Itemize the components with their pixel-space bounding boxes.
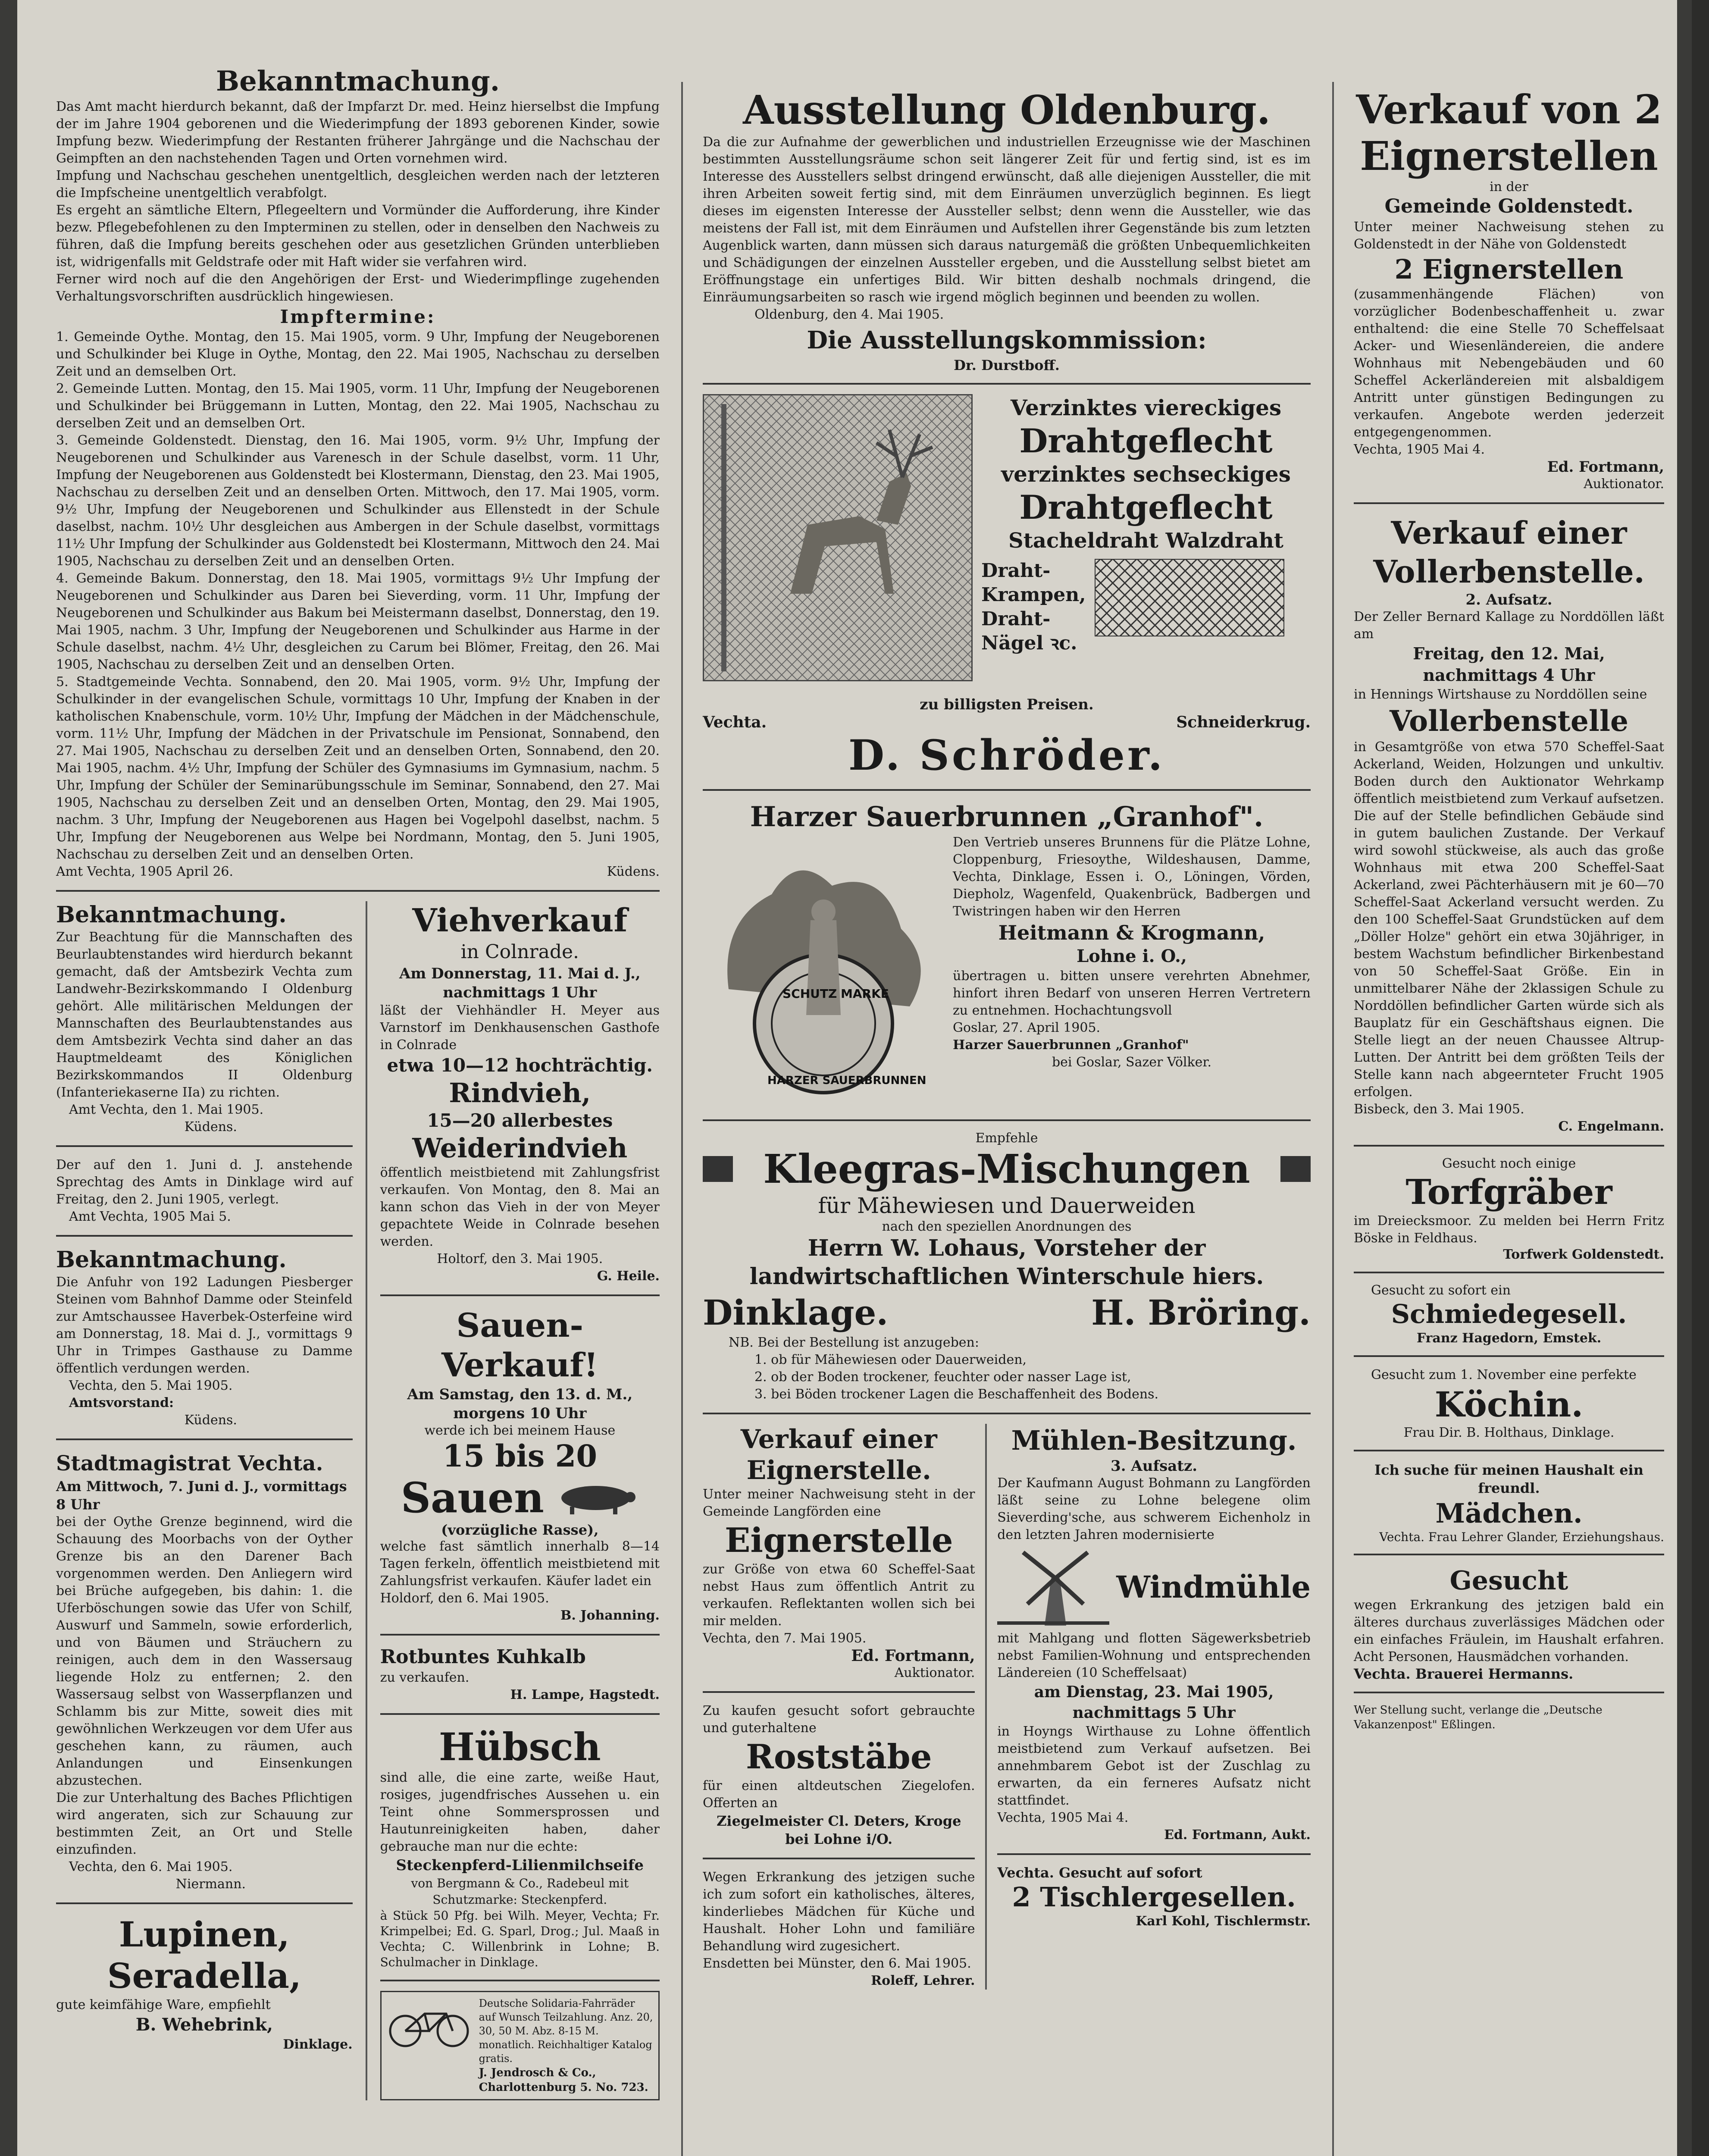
divider	[56, 1902, 353, 1904]
text: bei der Oythe Grenze beginnend, wird die Schauung des Moorbachs von der Oyther Grenze bis an den Darener Bach vorgenommen werden. Den Anliegern wird bei Brüche aufgegeben, bis dahin: 1. die Uferböschungen sowie das Ufer von Schilf, Auswurf und Sammeln, sowie erforderlich, und von Bäumen und Sträuchern zu reinigen, auch dem in den Wassersaug liegende Holz zu entfernen; 2. den Wassersaug selbst von Wasserpflanzen und Schlamm bis zur Mitte, soweit dies mit gewöhnlichen Werkzeugen vor dem Ufer aus geschehen kann, zu räumen, auch Anlandungen und Einsenkungen abzustechen.	[56, 1514, 353, 1788]
column-2	[703, 86, 1311, 1990]
signature: Roleff, Lehrer.	[871, 1973, 975, 1988]
eignerstellen-title: Verkauf von 2 Eignerstellen	[1356, 86, 1662, 179]
vollerbe-title: Verkauf einer Vollerbenstelle.	[1373, 514, 1645, 590]
big-text: Schmiedegesell.	[1391, 1299, 1627, 1329]
signature: Torfwerk Goldenstedt.	[1503, 1247, 1664, 1262]
signature: Ed. Fortmann, Aukt.	[1164, 1827, 1311, 1843]
big-text: Rindvieh,	[449, 1077, 591, 1109]
seal-text: SCHUTZ	[783, 987, 837, 1001]
date: Bisbeck, den 3. Mai 1905.	[1354, 1102, 1524, 1117]
text: sind alle, die eine zarte, weiße Haut, rosiges, jugendfrisches Aussehen u. ein Teint ohne Sommersprossen und Hautunreinigkeiten haben, daher gebrauche man nur die echte:	[380, 1770, 660, 1854]
when: Am Mittwoch, 7. Juni d. J., vormittags 8 Uhr	[56, 1478, 347, 1513]
signature: Franz Hagedorn, Emstek.	[1416, 1331, 1602, 1346]
kleegras-title: Kleegras-Mischungen	[763, 1146, 1250, 1192]
text: übertragen u. bitten unsere verehrten Abnehmer, hinfort ihren Bedarf von unseren Herren Vertretern zu entnehmen. Hochachtungsvoll	[953, 968, 1311, 1018]
text: werde ich bei meinem Hause	[424, 1423, 616, 1438]
bekanntmachung-title: Bekanntmachung.	[56, 902, 287, 928]
big-text: 15 bis 20	[442, 1438, 598, 1474]
big-text: Torfgräber	[1405, 1172, 1612, 1212]
text: Der Zeller Bernard Kallage zu Norddöllen läßt am	[1354, 609, 1664, 642]
signature: J. Jendrosch & Co., Charlottenburg 5. No. 723.	[479, 2066, 648, 2094]
gesucht-title: Gesucht	[1449, 1566, 1568, 1596]
black-bar	[1280, 1156, 1311, 1182]
divider	[56, 1145, 353, 1147]
signature: B. Wehebrink,	[135, 2015, 273, 2035]
subcolumn-right	[380, 901, 660, 2100]
divider	[56, 890, 660, 892]
commission-title: Die Ausstellungskommission:	[807, 326, 1207, 354]
text: mit Mahlgang und flotten Sägewerksbetrieb nebst Familien-Wohnung und entsprechenden Ländereien (10 Scheffelsaat)	[997, 1631, 1311, 1680]
sauerbrunnen-title: Harzer Sauerbrunnen „Granhof".	[750, 801, 1264, 833]
firm: Heitmann & Krogmann,	[998, 921, 1265, 944]
eignerstelle-title: Verkauf einer Eignerstelle.	[740, 1424, 937, 1485]
deer-fence-image	[704, 395, 971, 680]
divider	[1354, 1145, 1664, 1147]
fahrrad-ad	[380, 1991, 660, 2100]
divider	[1354, 1450, 1664, 1451]
text: Den Vertrieb unseres Brunnens für die Plätze Lohne, Cloppenburg, Friesoythe, Wildeshausen, Damme, Vechta, Dinklage, Essen i. O., Löningen, Vörden, Diepholz, Wagenfeld, Quakenbrück, Badbergen und Twistringen haben wir den Herren	[953, 835, 1311, 919]
huebsch-title: Hübsch	[438, 1724, 601, 1769]
column-1	[56, 65, 660, 2100]
stellung-text: Wer Stellung sucht, verlange die „Deutsche Vakanzenpost" Eßlingen.	[1354, 1704, 1603, 1731]
draht-line: Krampen,	[981, 584, 1086, 606]
divider	[703, 383, 1311, 385]
date: Vechta, den 5. Mai 1905.	[69, 1378, 233, 1393]
text: im Dreiecksmoor. Zu melden bei Herrn Fritz Böske in Feldhaus.	[1354, 1213, 1664, 1246]
divider	[997, 1853, 1311, 1855]
windmill-icon	[997, 1544, 1109, 1630]
text: in Gesamtgröße von etwa 570 Scheffel-Saat Ackerland, Weiden, Holzungen und unkultiv. Boden durch den Auktionator Wehrkamp öffentlich meistbietend zum Verkauf aufsetzen. Die auf der Stelle befindlichen Gebäude sind in gutem baulichen Zustande. Der Verkauf wird sowohl stückweise, als auch das große Wohnhaus mit etwa 200 Scheffel-Saat Ackerland, zwei Pächterhäusern mit je 60—70 Scheffel-Saat Ackerland versucht werden. Zu den 100 Scheffel-Saat Grundstücken auf dem „Döller Holze" gehört ein etwa 30jähriger, in bestem Wachstum befindlicher Birkenbestand von 50 Scheffel-Saat Größe. Ein in unmittelbarer Nähe der 2klassigen Schule zu Norddöllen befindlicher Garten würde sich als Bauplatz für ein Geschäftshaus eignen. Die Stelle liegt an der neuen Chaussee Altrup-Lutten. Der Antritt bei dem größten Teils der Stelle kann nach abgeernteter Frucht 1905 erfolgen.	[1354, 740, 1664, 1100]
ausstellung-title: Ausstellung Oldenburg.	[743, 87, 1271, 133]
gemeinde: Gemeinde Goldenstedt.	[1384, 195, 1634, 217]
firm-place: Lohne i. O.,	[1077, 946, 1187, 966]
pre: Vechta. Gesucht auf sofort	[997, 1865, 1202, 1881]
text: in Hennings Wirtshause zu Norddöllen seine	[1354, 687, 1647, 702]
signature: Auktionator.	[894, 1665, 975, 1680]
roststaebe-title: Roststäbe	[746, 1737, 932, 1777]
pre: Gesucht zu sofort ein	[1371, 1283, 1511, 1298]
column-rule	[1332, 82, 1334, 2156]
date: Amt Vechta, 1905 Mai 5.	[69, 1209, 231, 1224]
sub: Herrn W. Lohaus, Vorsteher der landwirtschaftlichen Winterschule hiers.	[749, 1235, 1264, 1290]
big-text: 2 Tischlergesellen.	[1012, 1881, 1296, 1913]
text: wegen Erkrankung des jetzigen bald ein älteres durchaus zuverlässiges Mädchen oder ein einfaches Fräulein, im Haushalt erfahren. Acht Personen, Hausmädchen vorhanden.	[1354, 1598, 1664, 1664]
sauen-title: Sauen	[401, 1473, 544, 1522]
bekanntmachung-title: Bekanntmachung.	[56, 1247, 287, 1273]
text: 5. Stadtgemeinde Vechta. Sonnabend, den 20. Mai 1905, vorm. 9½ Uhr, Impfung der Schulkinder in der evangelischen Schule, vormittags 10 Uhr, Impfung der Knaben in der katholischen Knabenschule, vorm. 10½ Uhr, Impfung der Mädchen in der Mädchenschule, vorm. 11½ Uhr, Impfung der Mädchen in der Privatschule im Pensionat, Sonnabend, den 27. Mai 1905, Nachschau zu derselben Zeit und an denselben Orten, Sonnabend, den 20. Mai 1905, nachm. 4½ Uhr, Impfung der Schüler des Gymnasiums im Gymnasium, nachm. 5 Uhr, Impfung der Schüler der Seminarübungsschule im Seminar, Sonnabend, den 27. Mai 1905, Nachschau zu derselben Zeit und an denselben Orten, Montag, den 29. Mai 1905, nachm. 3 Uhr, Impfung der Neugeborenen aus Hagen bei Vogelpohl daselbst, nachm. 5 Uhr, Impfung der Neugeborenen aus Welpe bei Nordmann, Montag, den 5. Juni 1905, Nachschau zu derselben Zeit und an denselben Orten.	[56, 674, 660, 862]
text: 4. Gemeinde Bakum. Donnerstag, den 18. Mai 1905, vormittags 9½ Uhr Impfung der Neugeborenen und Schulkinder aus Daren bei Sieverding, vorm. 11 Uhr, Impfung der Neugeborenen und Schulkinder aus Bakum bei Meistermann daselbst, Donnerstag, den 19. Mai 1905, nachm. 3 Uhr, Impfung der Neugeborenen und Schulkinder aus Harme in der Schule daselbst, nachm. 4½ Uhr, desgleichen zu Carum bei Blömer, Freitag, den 26. Mai 1905, Nachschau zu derselben Zeit und an denselben Orten.	[56, 571, 660, 672]
date: Vechta, den 6. Mai 1905.	[69, 1859, 233, 1874]
pig-icon	[553, 1481, 639, 1515]
seradella-title: Seradella,	[107, 1955, 301, 1996]
text: Unter meiner Nachweisung stehen zu Goldenstedt in der Nähe von Goldenstedt	[1354, 219, 1664, 252]
bekanntmachung-impf	[56, 65, 660, 881]
big-text: Vollerbenstelle	[1390, 704, 1628, 738]
prices: zu billigsten Preisen.	[920, 696, 1094, 713]
signature: bei Goslar, Sazer Völker.	[1052, 1055, 1212, 1070]
place: Dinklage.	[703, 1292, 889, 1333]
draht-line: Drahtgeflecht	[1019, 422, 1273, 460]
when: Am Samstag, den 13. d. M., morgens 10 Uhr	[407, 1386, 633, 1422]
seal-text: MARKE	[841, 987, 889, 1001]
place: Schneiderkrug.	[1176, 713, 1311, 731]
text: öffentlich meistbietend mit Zahlungsfrist verkaufen. Von Montag, den 8. Mai an kann schon das Vieh in der von Meyer gepachtete Weide in Colnrade besehen werden.	[380, 1165, 660, 1249]
date: Oldenburg, den 4. Mai 1905.	[754, 307, 944, 322]
quality: (vorzügliche Rasse),	[441, 1522, 599, 1538]
date: Ensdetten bei Münster, den 6. Mai 1905.	[703, 1956, 971, 1971]
text: Ich suche für meinen Haushalt ein freundl.	[1374, 1462, 1643, 1496]
divider	[380, 1294, 660, 1296]
text: welche fast sämtlich innerhalb 8—14 Tagen ferkeln, öffentlich meistbietend mit Zahlungsfrist verkaufen. Käufer ladet ein	[380, 1539, 660, 1589]
signature: Harzer Sauerbrunnen „Granhof"	[953, 1037, 1189, 1053]
divider	[1354, 502, 1664, 504]
pre: Gesucht noch einige	[1442, 1156, 1576, 1171]
signature: Karl Kohl, Tischlermstr.	[1136, 1914, 1311, 1929]
text: 1. Gemeinde Oythe. Montag, den 15. Mai 1905, vorm. 9 Uhr, Impfung der Neugeborenen und Schulkinder bei Kluge in Oythe, Montag, den 22. Mai 1905, Nachschau zu derselben Zeit und an demselben Ort.	[56, 329, 660, 379]
column-rule	[681, 82, 683, 2156]
date: Vechta, 1905 Mai 4.	[1354, 442, 1485, 457]
trademark-image	[703, 834, 944, 1110]
signature: H. Lampe, Hagstedt.	[510, 1687, 660, 1702]
text: für einen altdeutschen Ziegelofen. Offerten an	[703, 1778, 975, 1811]
text: 2. Gemeinde Lutten. Montag, den 15. Mai 1905, vorm. 11 Uhr, Impfung der Neugeborenen und Schulkinder bei Brüggemann in Lutten, Montag, den 22. Mai 1905, Nachschau zu derselben Zeit und an demselben Ort.	[56, 381, 660, 431]
signature: Küdens.	[184, 1119, 237, 1134]
windmill-title: Windmühle	[1116, 1569, 1311, 1605]
text: Ferner wird noch auf die den Angehörigen der Erst- und Wiederimpflinge zugehenden Verhaltungsvorschriften ausdrücklich hingewiesen.	[56, 272, 660, 304]
place: in Colnrade.	[460, 941, 579, 963]
maker: von Bergmann & Co., Radebeul mit Schutzmarke: Steckenpferd.	[411, 1876, 629, 1907]
date: Amt Vechta, 1905 April 26.	[56, 864, 234, 879]
question: 2. ob der Boden trockener, feuchter oder nasser Lage ist,	[754, 1369, 1131, 1385]
signature: G. Heile.	[597, 1269, 660, 1284]
signature: Küdens.	[607, 864, 660, 879]
question: 1. ob für Mähewiesen oder Dauerweiden,	[754, 1352, 1027, 1367]
text: zur Größe von etwa 60 Scheffel-Saat nebst Haus zum öffentlich Antrit zu verkaufen. Reflektanten wollen sich bei mir melden.	[703, 1562, 975, 1629]
date: Holtorf, den 3. Mai 1905.	[437, 1251, 603, 1266]
big-text: 15—20 allerbestes	[427, 1110, 613, 1131]
place: Dinklage.	[283, 2037, 353, 2052]
text: gute keimfähige Ware, empfiehlt	[56, 1997, 271, 2012]
text: Die zur Unterhaltung des Baches Pflichtigen wird angeraten, sich zur Schauung zur bestimmten Zeit, an Ort und Stelle einzufinden.	[56, 1790, 353, 1857]
signature: Vechta. Frau Lehrer Glander, Erziehungshaus.	[1379, 1530, 1664, 1544]
column-3	[1354, 86, 1664, 1732]
date: Goslar, 27. April 1905.	[953, 1020, 1101, 1035]
text: Der auf den 1. Juni d. J. anstehende Sprechtag des Amts in Dinklage wird auf Freitag, den 2. Juni 1905, verlegt.	[56, 1157, 353, 1207]
sauerbrunnen-illustration	[703, 834, 944, 1110]
subcolumn-right	[997, 1424, 1311, 1990]
date: Vechta, den 7. Mai 1905.	[703, 1631, 867, 1646]
subcolumn-left	[703, 1424, 975, 1990]
signature: H. Bröring.	[1091, 1292, 1311, 1333]
sellers: à Stück 50 Pfg. bei Wilh. Meyer, Vechta; Fr. Krimpelbei; Ed. G. Sparl, Drog.; Jul. Maaß in Vechta; C. Willenbrink in Lohne; B. Schulmacher in Dinklage.	[380, 1908, 660, 1969]
when: Am Donnerstag, 11. Mai d. J., nachmittags 1 Uhr	[399, 965, 641, 1001]
sub: nach den speziellen Anordnungen des	[882, 1219, 1132, 1234]
muehlen-title: Mühlen-Besitzung.	[1011, 1425, 1297, 1456]
divider	[1354, 1554, 1664, 1555]
lupinen-title: Lupinen,	[119, 1914, 290, 1955]
text: Die Anfuhr von 192 Ladungen Piesberger Steinen vom Bahnhof Damme oder Steinfeld zur Amtschaussee Haverbek-Osterfeine wird am Donnerstag, 18. Mai d. J., vormittags 9 Uhr in Trimpes Gasthause zu Damme öffentlich verdungen werden.	[56, 1275, 353, 1376]
deer-illustration	[703, 394, 973, 681]
subcolumn-left	[56, 901, 353, 2100]
draht-line: Stacheldraht Walzdraht	[1008, 529, 1283, 553]
seal-text: HARZER SAUERBRUNNEN	[767, 1074, 926, 1087]
big-text: etwa 10—12 hochträchtig.	[387, 1055, 653, 1076]
text: Deutsche Solidaria-Fahrräder auf Wunsch Teilzahlung. Anz. 20, 30, 50 M. Abz. 8-15 M. monatlich. Reichhaltiger Katalog gratis.	[479, 1997, 653, 2065]
black-bar	[703, 1156, 733, 1182]
big-text: Mädchen.	[1435, 1498, 1583, 1529]
divider	[380, 1980, 660, 1981]
place: Vechta.	[703, 713, 767, 731]
divider	[1354, 1355, 1664, 1357]
divider	[703, 1691, 975, 1693]
bicycle-icon	[386, 1996, 472, 2048]
newspaper-page	[17, 0, 1677, 2156]
text: Das Amt macht hierdurch bekannt, daß der Impfarzt Dr. med. Heinz hierselbst die Impfung der im Jahre 1904 geborenen und die Wiederimpfung der 1893 geborenen Kinder, sowie Impfung bezw. Wiederimpfung der Restanten früherer Jahrgänge und die Nachschau der Geimpften an den nachstehenden Tagen und Orten vornehmen wird.	[56, 99, 660, 166]
pre: Empfehle	[975, 1131, 1038, 1146]
big-text: Weiderindvieh	[412, 1132, 628, 1164]
schroeder-name: D. Schröder.	[848, 731, 1165, 780]
text: Unter meiner Nachweisung steht in der Gemeinde Langförden eine	[703, 1487, 975, 1519]
divider	[56, 1235, 353, 1237]
big-text: 2 Eignerstellen	[1394, 254, 1624, 285]
text: Zur Beachtung für die Mannschaften des Beurlaubtenstandes wird hierdurch bekannt gemacht, daß der Amtsbezirk Vechta zum Landwehr-Bezirkskommando I Oldenburg gehört. Alle militärischen Meldungen der Mannschaften des Beurlaubtenstandes aus dem Amtsbezirk Vechta sind daher an das Hauptmeldeamt des Königlichen Bezirkskommandos II Oldenburg (Infanteriekaserne IIa) zu richten.	[56, 930, 353, 1100]
signature: Niermann.	[175, 1877, 246, 1892]
when: am Dienstag, 23. Mai 1905, nachmittags 5 Uhr	[1034, 1683, 1274, 1722]
text: Da die zur Aufnahme der gewerblichen und industriellen Erzeugnisse wie der Maschinen bestimmten Ausstellungsräume schon seit längerer Zeit für und fertig sind, ist es im Interesse des Ausstellers selbst dringend erwünscht, daß alle diejenigen Aussteller, die mit ihren Arbeiten soweit fertig sind, mit dem Einräumen unverzüglich beginnen. Es liegt dieses im eigensten Interesse der Aussteller selbst; denn wenn die Aussteller, wie das meistens der Fall ist, mit dem Einräumen und Aufstellen ihrer Gegenstände bis zum letzten Augenblick warten, dann müssen sich daraus naturgemäß die größten Unbequemlichkeiten und Schädigungen der einzelnen Aussteller ergeben, und die Ausstellung selbst bietet am Eröffnungstage ein unfertiges Bild. Wir bitten deshalb nochmals dringend, die Einräumungsarbeiten so rasch wie irgend möglich beginnen und beenden zu wollen.	[703, 135, 1311, 305]
signature: Vechta. Brauerei Hermanns.	[1354, 1666, 1574, 1682]
divider	[380, 1713, 660, 1715]
stadtmagistrat-title: Stadtmagistrat Vechta.	[56, 1451, 323, 1476]
text: (zusammenhängende Flächen) von vorzüglicher Bodenbeschaffenheit u. zwar enthaltend: die eine Stelle 70 Scheffelsaat Acker- und Wiesenländereien, die andere Wohnhaus mit Nebengebäuden und 60 Scheffel Ackerländereien mit alsbaldigem Antritt unter günstigen Bedingungen zu verkaufen. Angebote werden jederzeit entgegengenommen.	[1354, 287, 1664, 440]
bekanntmachung-title: Bekanntmachung.	[216, 65, 500, 97]
signature: Amtsvorstand:	[69, 1395, 174, 1410]
column-rule	[366, 901, 367, 2100]
text: läßt der Viehhändler H. Meyer aus Varnstorf im Denkhausenschen Gasthofe in Colnrade	[380, 1003, 660, 1053]
text: Es ergeht an sämtliche Eltern, Pflegeeltern und Vormünder die Aufforderung, ihre Kinder bezw. Pflegebefohlenen zu den Impterminen zu stellen, oder in denselben den Nachweis zu führen, daß die Impfung bereits geschehen oder aus gesetzlichen Gründen unterblieben ist, widrigenfalls mit Geldstrafe oder mit Haft wider sie verfahren wird.	[56, 203, 660, 270]
draht-line: Nägel ꝛc.	[981, 632, 1077, 654]
pre: Gesucht zum 1. November eine perfekte	[1371, 1367, 1637, 1382]
product: Steckenpferd-Lilienmilchseife	[396, 1857, 644, 1874]
divider	[703, 1119, 1311, 1121]
text: in Hoyngs Wirthause zu Lohne öffentlich meistbietend zum Verkauf aufsetzen. Bei annehmbarem Gebot ist der Zuschlag zu erwarten, da ein ferneres Aufsatz nicht stattfindet.	[997, 1724, 1311, 1808]
scan-edge	[1692, 0, 1709, 2156]
draht-line: Verzinktes viereckiges	[1010, 395, 1282, 420]
divider	[1354, 1692, 1664, 1693]
in: in der	[1490, 179, 1528, 194]
text: 3. Gemeinde Goldenstedt. Dienstag, den 16. Mai 1905, vorm. 9½ Uhr, Impfung der Neugeborenen und Schulkinder aus Varenesch in der Schule daselbst, vorm. 11 Uhr, Impfung der Neugeborenen aus Goldenstedt bei Klostermann, Dienstag, den 23. Mai 1905, Nachschau zu derselben Zeit und an denselben Orten. Mittwoch, den 17. Mai 1905, vorm. 9½ Uhr, Impfung der Neugeborenen und Schulkinder aus Ellenstedt in der Schule daselbst, nachm. 10½ Uhr desgleichen aus Ambergen in der Schule daselbst, vormittags 11½ Uhr Impfung der Schulkinder aus Goldenstedt bei Klostermann, Mittwoch den 24. Mai 1905, Nachschau zu derselben Zeit und an denselben Orten.	[56, 433, 660, 569]
signature: Ed. Fortmann,	[1547, 458, 1664, 476]
divider	[1354, 1272, 1664, 1273]
date: Amt Vechta, den 1. Mai 1905.	[69, 1102, 264, 1117]
divider	[703, 1413, 1311, 1414]
date: Holdorf, den 6. Mai 1905.	[380, 1591, 549, 1606]
impftermine-title: Impftermine:	[280, 306, 436, 327]
divider	[703, 789, 1311, 791]
signature: C. Engelmann.	[1558, 1119, 1664, 1134]
text: zu verkaufen.	[380, 1670, 470, 1685]
nb: NB. Bei der Bestellung ist anzugeben:	[729, 1335, 979, 1350]
text: Impfung und Nachschau geschehen unentgeltlich, desgleichen werden nach der letzteren die Impfscheine unentgeltlich verabfolgt.	[56, 168, 660, 201]
text: Der Kaufmann August Bohmann zu Langförden läßt seine zu Lohne belegene olim Sieverding'sche, aus schwerem Eichenholz in den letzten Jahren modernisierte	[997, 1476, 1311, 1542]
divider	[703, 1858, 975, 1859]
text: Zu kaufen gesucht sofort gebrauchte und guterhaltene	[703, 1703, 975, 1736]
sub: 2. Aufsatz.	[1465, 591, 1552, 608]
draht-line: Drahtgeflecht	[1019, 488, 1273, 526]
kuhkalb-title: Rotbuntes Kuhkalb	[380, 1646, 586, 1668]
sub: 3. Aufsatz.	[1111, 1457, 1198, 1475]
signature: B. Johanning.	[560, 1608, 660, 1623]
big-text: Eignerstelle	[724, 1521, 953, 1560]
signature: Dr. Durstboff.	[954, 357, 1060, 373]
when: Freitag, den 12. Mai, nachmittags 4 Uhr	[1413, 644, 1605, 685]
date: Vechta, 1905 Mai 4.	[997, 1810, 1129, 1825]
draht-line: Draht-	[981, 560, 1051, 582]
draht-line: Draht-	[981, 608, 1051, 630]
signature: Ed. Fortmann,	[851, 1647, 975, 1665]
text: Wegen Erkrankung des jetzigen suche ich zum sofort ein katholisches, älteres, kinderliebes Mädchen für Küche und Haushalt. Hoher Lohn und familiäre Behandlung wird zugesichert.	[703, 1870, 975, 1954]
signature: Frau Dir. B. Holthaus, Dinklage.	[1403, 1425, 1615, 1440]
signature: Ziegelmeister Cl. Deters, Kroge bei Lohne i/O.	[717, 1813, 961, 1847]
sub: für Mähewiesen und Dauerweiden	[818, 1193, 1196, 1218]
divider	[380, 1634, 660, 1636]
column-rule	[985, 1424, 987, 1990]
signature: Auktionator.	[1584, 476, 1664, 492]
sauenverkauf-title: Sauen-Verkauf!	[441, 1306, 598, 1384]
viehverkauf-title: Viehverkauf	[412, 902, 628, 939]
signature: Küdens.	[184, 1413, 237, 1428]
wire-mesh-image	[1095, 559, 1284, 636]
drahtgeflecht-ad	[703, 394, 1311, 696]
draht-line: verzinktes sechseckiges	[1001, 461, 1291, 487]
big-text: Köchin.	[1434, 1384, 1584, 1425]
question: 3. bei Böden trockener Lagen die Beschaffenheit des Bodens.	[754, 1387, 1159, 1402]
divider	[56, 1438, 353, 1440]
